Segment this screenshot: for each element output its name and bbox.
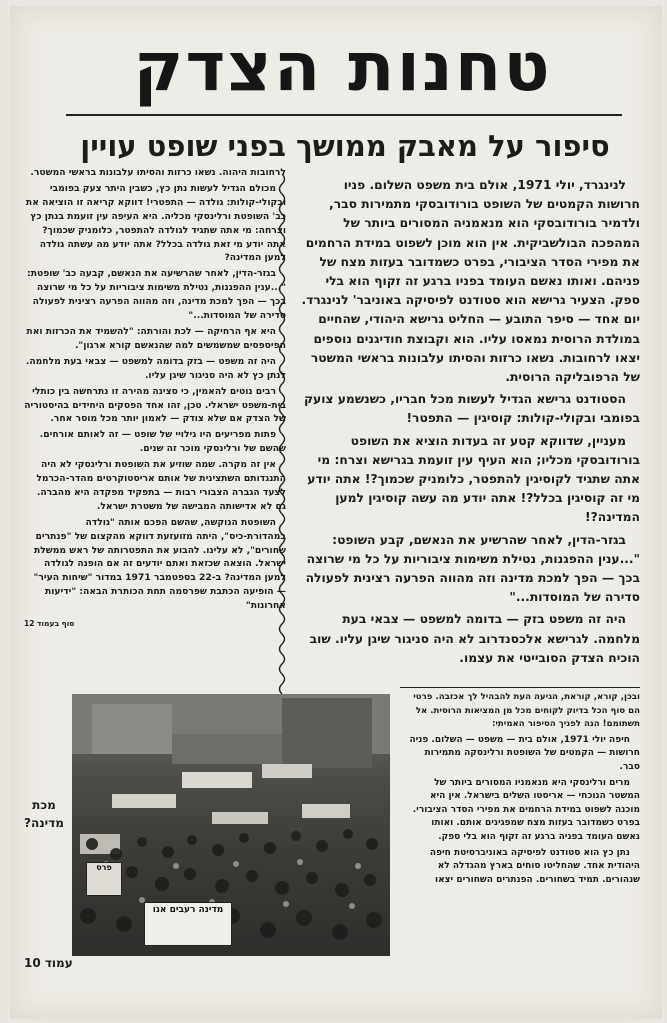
lower-paragraph: נתן כץ הוא סטודנט לפיסיקה באוניברסיטת חיפה היהודית אחד. שהחליטו סוחים בארץ מהגדלה לא שנהורים. תמיד בשחורים. הפנתרים השחורים יצאו [429, 847, 640, 885]
column-paragraph: אין זה מקרה. שמה שוזיע את השופטת ורלינסקי לא היה התנגדותם השתצינית של אותם אריסטוקרטים מהדר-הכרמל לצעד הגברה הצבורי רבות — בתפקיד מפקדה היא מהברה. גם לא אדישותה המבישה של משטרת ישראל. [36, 459, 286, 512]
main-paragraph: מעניין, שדווקא קטע זה בעדות הוציא את השופט בורודובסקי מכליו; הוא העיף עין זועמת בגרישא וצרח: מי אתה שתגיד לקוסיגין להתפטר, כלומניק שכמוך?! אתה יודע מי זה קוסיגין בכלל?! אתה יודע מה עשה קוסיגין למען המדינה?! [307, 433, 640, 525]
protest-photo [72, 694, 390, 956]
caption-line: מכת [32, 798, 56, 812]
protest-placard: מדינה רעבים אנו [144, 902, 232, 946]
main-article-column [300, 176, 640, 686]
main-paragraph: הסטודנט גרישא הגדיל לעשות מכל חבריו, כשנשמע צועק בפומבי ובקולי-קולות: קוסיגין — התפטר! [303, 392, 640, 426]
column-paragraph: פתות מפריעים היו גילויי של שופט — זה לאותם אורחים. שהשם של ורלינסקי מוכר זה שנים. [39, 429, 286, 455]
column-paragraph: היא אף הרחיקה — לכת והורתה: "להשמיד את הכרזות ואת הפיספסים שמשמשים למה שהנאשם קורא ארגון". [26, 325, 286, 351]
column-paragraph: היה זה משפט — בזק בדומה למשפט — צבאי בעת מלחמה. לנתן כץ לא היה סניגור שיגן עליו. [25, 355, 286, 381]
protest-placard-small: פרס [86, 862, 122, 896]
main-paragraph: היה זה משפט בזק — בדומה למשפט — צבאי בעת מלחמה. לגרישא אלכסנדרוב לא היה סניגור שיגן עליו. שוב הוכיח הצדק הסובייטי את עצמו. [309, 612, 640, 665]
column-paragraph: לרחובות היהוה. נשאו כרזות והסיתו עלבונות בראשי המשטר. [30, 167, 286, 178]
column-paragraph: רבים נוטים להאמין, כי סצינה מהירה זו נתרחשה בין כותלי בית-משפט ישראלי. טכן, זהו אחד הפסקים היחידים בהיסטוריה של הצדק אם שלא צודק — לאמון יותר מכל מוסר אחר. [24, 385, 286, 425]
lower-article-column [408, 691, 640, 961]
subheadline: סיפור על מאבק ממושך בפני שופט עויין [80, 129, 610, 163]
headline-rule [66, 114, 622, 116]
column-paragraph: מכולם הגדיל לעשות נתן כץ, כשבין היתר צעק בפומבי ובקולי-קולות: גולדה — התפטרי! דווקא קריאה זו הוציאה את כב' השופטת ורלינסקי מכליה. היא העיפה עין זועמת בנתן כץ וצרחה: מי אתה שתגיד לגולדה להתפטר, כלומניק שכמוך? אתה יודע מי זאת גולדה בכלל? אתה יודע מה עשתה גולדה למען המדינה? [25, 182, 286, 264]
main-paragraph: לנינגרד, יולי 1971, אולם בית משפט השלום. פניו חרושות הקמטים של השופט בורודובסקי מתמירות סבר, ולדמיר בורודובסקי הוא מנאמניה המסורים ביותר של המהפכה הבולשביקית. אין הוא מוכן לשפוט במידת הרחמים את מפירי הסדר הציבורי, בפרט כשמדובר בעזות מצח של פניהם. ואותו נאשם העומד בפניו ברגע זה זקוף הוא בלי ספק. הצעיר גרישא הוא סטודנט לפיסיקה באוניבר' לנינגרד. יום אחד — סיפר התובע — החליט גרישא היהודי, שהחיים במולדת הרוסית נמאסו עליו. הוא וקבוצת חודיגנים נוספים יצאו לרחובות. נשאו כרזות והסיתו עלבונות בראשי המשטר של הרפובליקה הרוסית. [301, 178, 640, 385]
continuation-column [24, 166, 286, 686]
lower-paragraph: מרים ורלינסקי היא מנאמניו המסורים ביותר של המשטר הנוכחי — אריסטו השלים בישראל. אין היא מוכנה לשפוט במידת הרחמים את מפירי הסדר הציבורי. בפרט כשמדובר בעזות מצח שמפגינים אותם. ואותו נאשם העומד בפניה ברגע זה זקוף הוא בלי ספק. [412, 777, 640, 842]
caption-line: מדינה? [24, 816, 64, 830]
continued-on-page-label: סוף בעמוד 12 [24, 619, 75, 629]
lower-section-rule [400, 687, 640, 688]
lower-paragraph: חיפה יולי 1971, אולם בית — משפט — השלום. פניה חרושות — הקמטים של השופטת ורלינסקה מתמירות סבר. [409, 734, 640, 772]
magazine-page [10, 6, 662, 1019]
column-paragraph: השופטת הנוקשה, שהשם הפכם אותה "גולדה במהדורת-כיס", היתה מזועזעת דווקא מהקצום של "פנתרים שחורים", לא עלינו. להבוע את התפטרותה של ראש ממשלת ישראל. הוצאה שכזאת ואתם יודעים זה אם הופנה לגולדה למען המדינה? ב-22 בספטמבר 1971 במדור "שיחות העיר" — הופיעה הכתבת שפרסמה תחת הכותרת הבאה: "ידיעות אחרונות" [33, 516, 286, 612]
column-paragraph: בגזר-הדין, לאחר שהרשיעה את הנאשם, קבעה כב' שופטת: "...ענין ההפגנות, נטילת משימות ציבוריות על כל מי שרוצה בכך — הפך למכת מדינה, וזה מהווה הפרעה רצינית לפעולה סדירה של המוסדות..." [27, 268, 286, 322]
main-paragraph: בגזר-הדין, לאחר שהרשיע את הנאשם, קבע השופט: "...ענין ההפגנות, נטילת משימות ציבוריות על כל מי שרוצה בכך — הפך למכת מדינה וזה מהווה הפרעה רצינית לפעולה סדירה של המוסדות..." [305, 532, 640, 605]
headline: טחנות הצדק [133, 28, 552, 107]
lower-intro-paragraph: ובכן, קורא, קוראת, הגיעה העת להבהיל לך אכזבה. פרטי הם סוף הכל בדיוק לקוחים מכל מן המציאות הרוסית. אל תשתומם! הנה לפניך הסיפור האמיתי: [413, 692, 640, 730]
page-number: עמוד 10 [24, 956, 73, 970]
photo-caption [20, 796, 68, 856]
